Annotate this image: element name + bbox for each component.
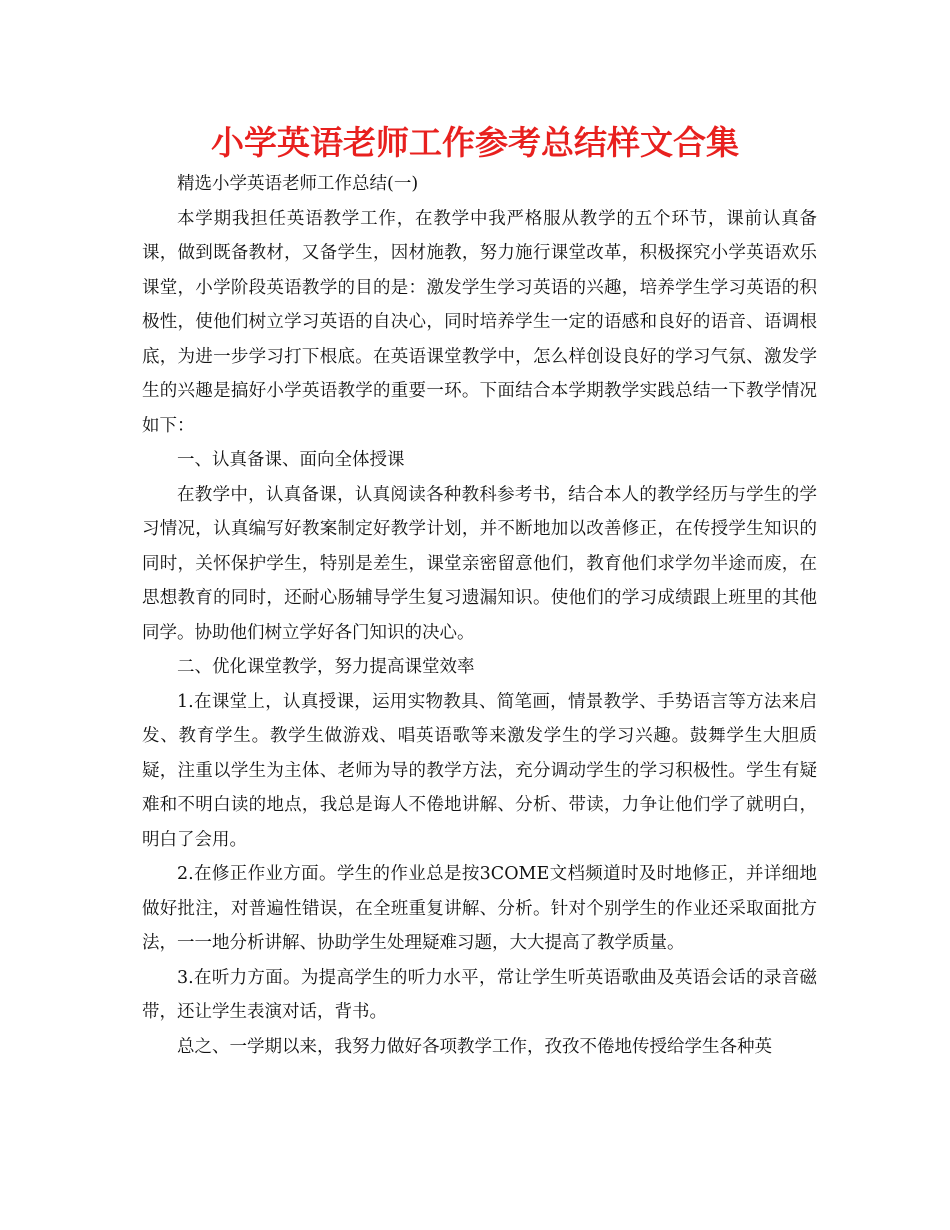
body-paragraph: 1.在课堂上，认真授课，运用实物教具、简笔画，情景教学、手势语言等方法来启发、教育学生。教学生做游戏、唱英语歌等来激发学生的学习兴趣。鼓舞学生大胆质疑，注重以学生为主体、老师为导的教学方法，充分调动学生的学习积极性。学生有疑难和不明白读的地点，我总是诲人不倦地讲解、分析、带读，力争让他们学了就明白，明白了会用。: [142, 691, 817, 850]
body-paragraph: 2.在修正作业方面。学生的作业总是按3COME文档频道时及时地修正，并详细地做好批注，对普遍性错误，在全班重复讲解、分析。针对个别学生的作业还采取面批方法，一一地分析讲解、协助学生处理疑难习题，大大提高了教学质量。: [142, 864, 817, 953]
body-paragraph: 本学期我担任英语教学工作，在教学中我严格服从教学的五个环节，课前认真备课，做到既备教材，又备学生，因材施教，努力施行课堂改革，积极探究小学英语欢乐课堂，小学阶段英语教学的目的是：激发学生学习英语的兴趣，培养学生学习英语的积极性，使他们树立学习英语的自决心，同时培养学生一定的语感和良好的语音、语调根底，为进一步学习打下根底。在英语课堂教学中，怎么样创设良好的学习气氛、激发学生的兴趣是搞好小学英语教学的重要一环。下面结合本学期教学实践总结一下教学情况如下：: [142, 208, 817, 436]
body-paragraph: 3.在听力方面。为提高学生的听力水平，常让学生听英语歌曲及英语会话的录音磁带，还让学生表演对话，背书。: [142, 967, 817, 1022]
section-subtitle: 精选小学英语老师工作总结(一): [177, 174, 419, 194]
document-body: [142, 167, 817, 1064]
section-heading: 一、认真备课、面向全体授课: [177, 450, 405, 470]
body-paragraph: 总之、一学期以来，我努力做好各项教学工作，孜孜不倦地传授给学生各种英: [177, 1036, 772, 1057]
section-heading: 二、优化课堂教学，努力提高课堂效率: [177, 657, 475, 677]
body-paragraph: 在教学中，认真备课，认真阅读各种教科参考书，结合本人的教学经历与学生的学习情况，认真编写好教案制定好教学计划，并不断地加以改善修正，在传授学生知识的同时，关怀保护学生，特别是差生，课堂亲密留意他们，教育他们求学勿半途而废，在思想教育的同时，还耐心肠辅导学生复习遗漏知识。使他们的学习成绩跟上班里的其他同学。协助他们树立学好各门知识的决心。: [142, 484, 817, 643]
document-title: 小学英语老师工作参考总结样文合集: [211, 123, 739, 162]
